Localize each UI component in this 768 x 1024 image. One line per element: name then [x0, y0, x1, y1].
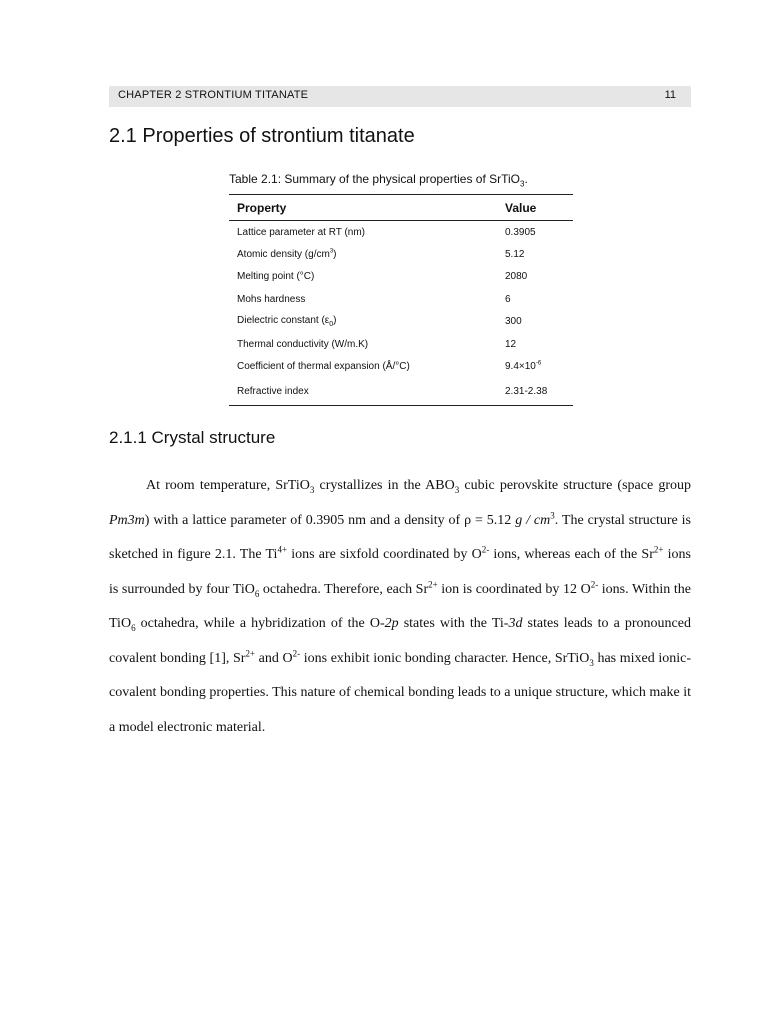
density-formula: ρ = 5.12 g / $cm^3$: [464, 509, 555, 528]
cell-value: 6: [505, 293, 511, 305]
cell-property: Refractive index: [229, 378, 505, 406]
properties-table: [229, 194, 573, 406]
header-property: Property: [229, 195, 505, 221]
chapter-title: CHAPTER 2 STRONTIUM TITANATE: [118, 89, 309, 101]
table-row: [229, 266, 573, 288]
subsection-title: 2.1.1 Crystal structure: [109, 428, 276, 447]
running-header: [109, 86, 691, 107]
cell-property: Lattice parameter at RT (nm): [237, 226, 366, 238]
cell-value: 12: [505, 338, 517, 350]
header-value: Value: [505, 195, 573, 221]
cell-property: Melting point (°C): [237, 271, 315, 283]
page-number: 11: [664, 89, 676, 101]
table-row: [229, 311, 573, 333]
table-row: [229, 243, 573, 265]
cell-property: Mohs hardness: [237, 293, 306, 305]
cell-property: Dielectric constant $(\varepsilon_0)$: [237, 315, 337, 329]
table-row: [229, 355, 573, 377]
table-caption: Table 2.1: Summary of the physical properties of SrTiO$_3$.: [229, 172, 528, 189]
cell-property: Atomic density $(g/cm^3)$: [237, 248, 337, 261]
cell-property: Coefficient of thermal expansion (Å/°C): [237, 361, 410, 373]
cell-value: 2.31-2.38: [505, 378, 573, 406]
cell-value: $9.4\times 10^{-6}$: [505, 360, 542, 373]
section-title: 2.1 Properties of strontium titanate: [109, 125, 415, 147]
table-row: [229, 288, 573, 310]
cell-value: 0.3905: [505, 226, 536, 238]
table-row: [229, 221, 573, 244]
cell-property: Thermal conductivity (W/m.K): [237, 338, 369, 350]
cell-value: 300: [505, 316, 522, 328]
table-row: [229, 378, 573, 406]
cell-value: 2080: [505, 271, 528, 283]
table-header-row: [229, 195, 573, 221]
cell-value: 5.12: [505, 249, 525, 261]
body-paragraph: At room temperature, SrTiO$_3$ crystallizes in the $ABO_3$ cubic perovskite structure (space group Pm3m) with a lattice parameter of 0.3905 nm and a density of ρ = 5.12 g / $cm^3$. The crystal structure is sketched in figure 2.1. The $Ti^{4+}$ ions are sixfold coordinated by $O^{2-}$ ions, whereas each of the $Sr^{2+}$ ions is surrounded by four TiO$_6$ octahedra. Therefore, each $Sr^{2+}$ ion is coordinated by 12 $O^{2-}$ ions. Within the TiO$_6$ octahedra, while a hybridization of the O-2p states with the Ti-3d states leads to a pronounced covalent bonding [1], $Sr^{2+}$ and $O^{2-}$ ions exhibit ionic bonding character. Hence, SrTiO$_3$ has mixed ionic-covalent bonding properties. This nature of chemical bonding leads to a unique structure, which make it a model electronic material.: [109, 478, 692, 735]
table-row: [229, 333, 573, 355]
